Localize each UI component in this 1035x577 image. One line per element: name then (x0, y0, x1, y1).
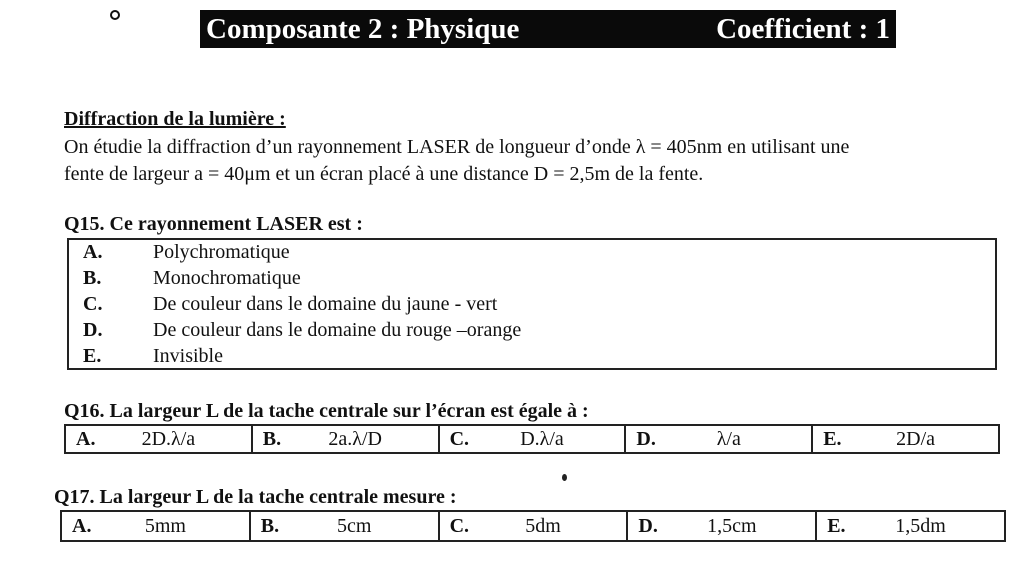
q15-title: Q15. Ce rayonnement LASER est : (64, 213, 363, 235)
option-text: 2a.λ/D (328, 427, 382, 450)
option-letter: C. (449, 514, 470, 537)
option-letter: A. (83, 241, 103, 263)
option-text: 2D/a (896, 427, 936, 450)
q17-option-d[interactable] (628, 512, 817, 540)
option-letter: B. (262, 427, 282, 450)
intro-text (64, 134, 1004, 188)
header-bar (200, 10, 896, 48)
composante-title: Composante 2 : Physique (206, 12, 520, 45)
q16-option-c[interactable] (440, 426, 627, 452)
intro-line-1: On étudie la diffraction d’un rayonnement LASER de longueur d’onde λ = 405nm en utilisant une (64, 136, 850, 158)
q17-title: Q17. La largeur L de la tache centrale mesure : (54, 486, 457, 508)
option-letter: A. (72, 514, 92, 537)
option-text: D.λ/a (520, 427, 564, 450)
q15-options-box (67, 238, 997, 370)
section-title: Diffraction de la lumière : (64, 108, 286, 130)
ink-dot-icon (562, 474, 567, 481)
option-letter: E. (83, 345, 102, 367)
option-letter: C. (83, 293, 103, 315)
q16-title: Q16. La largeur L de la tache centrale sur l’écran est égale à : (64, 400, 589, 422)
option-text: De couleur dans le domaine du rouge –orange (153, 319, 522, 341)
q16-option-b[interactable] (253, 426, 440, 452)
q16-option-d[interactable] (626, 426, 813, 452)
option-text: 1,5dm (895, 514, 946, 537)
q17-option-b[interactable] (251, 512, 440, 540)
q15-option-e[interactable] (83, 345, 223, 368)
q15-option-b[interactable] (83, 267, 301, 290)
q16-option-a[interactable] (66, 426, 253, 452)
q17-option-e[interactable] (817, 512, 1004, 540)
option-letter: A. (76, 427, 96, 450)
option-text: 1,5cm (707, 514, 757, 537)
q17-option-a[interactable] (62, 512, 251, 540)
bullet-dot-icon (110, 10, 120, 20)
option-text: De couleur dans le domaine du jaune - vert (153, 293, 498, 315)
option-letter: C. (449, 427, 470, 450)
option-text: λ/a (716, 427, 741, 450)
option-letter: E. (827, 514, 846, 537)
q15-option-d[interactable] (83, 319, 521, 342)
q16-option-e[interactable] (813, 426, 998, 452)
option-letter: E. (823, 427, 842, 450)
q16-options-row (64, 424, 1000, 454)
option-letter: D. (83, 319, 103, 341)
coefficient-label: Coefficient : 1 (716, 12, 890, 45)
option-text: Invisible (153, 345, 223, 367)
option-letter: B. (83, 267, 102, 289)
option-letter: B. (260, 514, 280, 537)
q17-options-row (60, 510, 1006, 542)
option-letter: D. (636, 427, 656, 450)
q17-option-c[interactable] (440, 512, 629, 540)
option-text: Monochromatique (153, 267, 301, 289)
option-text: Polychromatique (153, 241, 290, 263)
option-text: 5mm (144, 514, 186, 537)
option-letter: D. (638, 514, 658, 537)
intro-line-2: fente de largeur a = 40μm et un écran placé à une distance D = 2,5m de la fente. (64, 163, 704, 185)
q15-option-c[interactable] (83, 293, 497, 316)
q15-option-a[interactable] (83, 241, 290, 264)
option-text: 2D.λ/a (141, 427, 196, 450)
option-text: 5cm (336, 514, 372, 537)
option-text: 5dm (525, 514, 561, 537)
